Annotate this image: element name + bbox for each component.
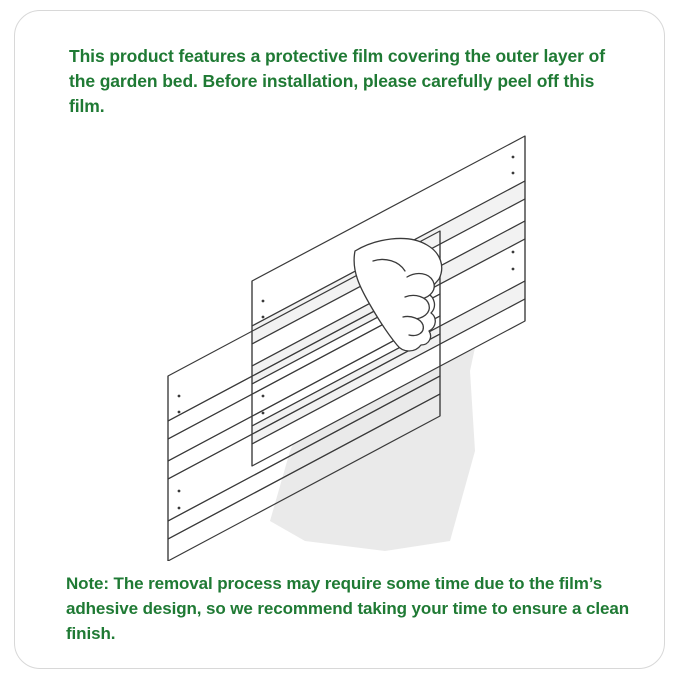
- instruction-card: [14, 10, 665, 669]
- note-text: Note: The removal process may require some time due to the film’s adhesive design, so we recommend taking your time to ensure a clean finish.: [66, 574, 629, 643]
- garden-bed-panel-peel-film-diagram: [55, 121, 625, 561]
- top-instruction-text: This product features a protective film covering the outer layer of the garden bed. Before installation, please carefully peel off this film.: [69, 46, 605, 116]
